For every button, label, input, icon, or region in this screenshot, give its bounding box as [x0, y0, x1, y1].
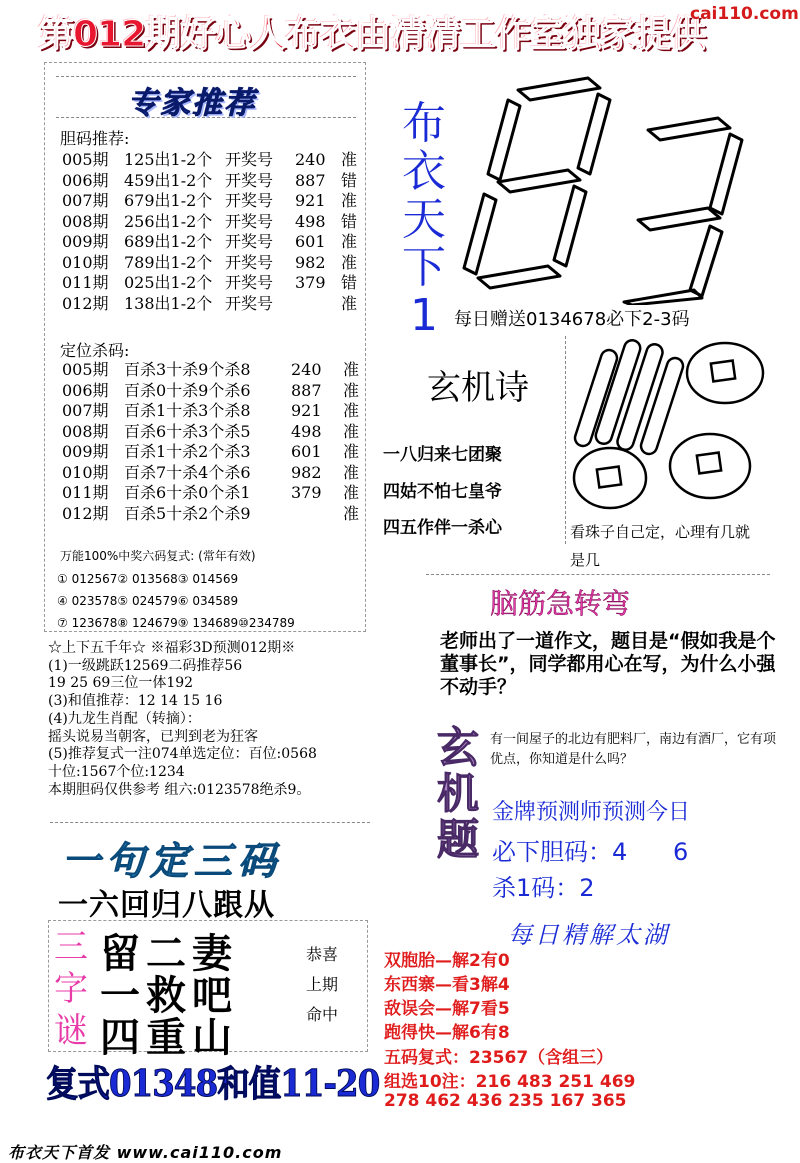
page-title: 第012期好心人布衣由清清工作室独家提供	[38, 14, 706, 55]
riddle-1: 留二妻	[100, 931, 238, 977]
result: 准	[341, 293, 358, 313]
result: 准	[343, 462, 360, 482]
draw-label: 开奖号	[225, 273, 274, 292]
poem-line-1: 一八归来七团聚	[383, 445, 502, 465]
result: 准	[343, 503, 360, 523]
butianxia-char: 下	[402, 242, 446, 293]
issue: 011期	[62, 273, 109, 292]
draw-label: 开奖号	[225, 170, 274, 190]
fortune-line: (5)推荐复式一注074单选定位：百位:0568	[48, 746, 317, 763]
draw-number: 240	[291, 360, 322, 379]
danma-row	[62, 253, 357, 274]
riddle-2: 一救吧	[100, 973, 238, 1019]
pick: 789出1-2个	[124, 252, 213, 272]
issue: 010期	[62, 462, 109, 482]
issue: 007期	[62, 191, 109, 210]
result: 准	[341, 232, 358, 251]
fortune-line: 摇头说易当朝客，已判到老为狂客	[48, 728, 258, 745]
fushi-list	[57, 568, 295, 634]
fushi-item: ⑧ 124679	[117, 616, 178, 630]
issue: 006期	[62, 380, 109, 400]
xuanji-title: 玄机诗	[427, 368, 529, 408]
draw-label: 开奖号	[225, 211, 274, 231]
taihu-line-2: 东西寨—看3解4	[384, 975, 510, 995]
coin-note: 看珠子自己定，心理有几就是几	[570, 523, 751, 569]
result: 准	[341, 150, 358, 169]
congrats-1: 恭喜	[306, 945, 339, 964]
sanzimi-char: 字	[54, 969, 88, 1009]
draw-label: 开奖号	[225, 232, 274, 251]
sanzimi-vertical	[48, 926, 94, 1052]
taihu-line-1: 双胞胎—解2有0	[384, 951, 510, 971]
dingwei-table	[62, 360, 359, 524]
draw-number: 379	[291, 483, 322, 502]
issue: 010期	[62, 252, 109, 272]
taihu-line-5: 五码复式：23567（含组三）	[384, 1048, 614, 1068]
xuanjiti-text: 有一间屋子的北边有肥料厂，南边有酒厂，它有项优点，你知道是什么吗？	[490, 732, 777, 767]
dingwei-row	[62, 381, 359, 402]
danma-row	[62, 191, 357, 212]
gold-line-2: 必下胆码：4 6	[492, 838, 689, 866]
draw-number: 887	[295, 170, 326, 190]
gold-line-3: 杀1码：2	[492, 874, 595, 902]
issue: 005期	[62, 150, 109, 169]
issue: 012期	[62, 503, 109, 523]
draw-number: 601	[295, 232, 326, 251]
result: 准	[341, 191, 358, 210]
dingwei-row	[62, 422, 359, 443]
dingwei-row	[62, 504, 359, 525]
pick: 百杀3十杀9个杀8	[124, 360, 251, 379]
danma-row	[62, 232, 357, 253]
fortune-line: (4)九龙生肖配（转摘）：	[48, 710, 201, 727]
draw-number: 921	[291, 401, 322, 420]
draw-number: 601	[291, 442, 322, 461]
taihu-line-4: 跑得快—解6有8	[384, 1023, 510, 1043]
expert-title: 专家推荐	[128, 86, 256, 121]
fushi-item: ① 012567	[57, 572, 118, 586]
issue: 009期	[62, 232, 109, 251]
fushi-item: ④ 023578	[57, 594, 118, 608]
butianxia-char: 衣	[402, 146, 446, 197]
result: 准	[343, 401, 360, 420]
danma-label: 胆码推荐:	[60, 129, 130, 148]
fortune-block	[48, 640, 388, 799]
dingwei-row	[62, 401, 359, 422]
congrats-3: 命中	[306, 1005, 339, 1024]
result: 准	[343, 483, 360, 502]
result: 准	[343, 442, 360, 461]
xuanjiti-char: 机	[436, 769, 479, 818]
issue: 005期	[62, 360, 109, 379]
pick: 459出1-2个	[124, 170, 213, 190]
xuanjiti-char: 玄	[436, 723, 479, 772]
naojin-text: 老师出了一道作文，题目是“假如我是个董事长”，同学都用心在写，为什么小强不动手？	[440, 630, 776, 698]
fortune-line: 十位:1567个位:1234	[48, 763, 185, 780]
riddle-3: 四重山	[100, 1015, 238, 1061]
sanzimi-char: 三	[54, 927, 88, 967]
fortune-line: (1)一级跳跃12569二码推荐56	[48, 657, 243, 674]
fushi-item: ⑥ 034589	[177, 594, 239, 608]
sanzimi-char: 谜	[54, 1011, 88, 1051]
pick: 百杀6十杀0个杀1	[124, 483, 251, 502]
taihu-line-6: 组选10注：216 483 251 469	[384, 1072, 636, 1092]
pick: 百杀7十杀4个杀6	[124, 462, 251, 482]
fushi-item: ⑤ 024579	[117, 594, 178, 608]
fushi-row	[57, 590, 295, 612]
butianxia-vertical	[396, 100, 452, 340]
dingwei-row	[62, 442, 359, 463]
pick: 256出1-2个	[124, 211, 213, 231]
issue: 012期	[62, 293, 109, 313]
footer-text[interactable]: 布衣天下首发 www.cai110.com	[8, 1143, 283, 1162]
fushi-item: ③ 014569	[177, 572, 239, 586]
pick: 138出1-2个	[124, 293, 213, 313]
fushi-item: ⑨ 134689	[177, 616, 239, 630]
draw-number: 921	[295, 191, 326, 210]
danma-row	[62, 150, 357, 171]
draw-number: 498	[291, 421, 322, 441]
site-logo[interactable]: cai110.com	[690, 4, 799, 24]
fushi-title: 万能100%中奖六码复式: (常年有效)	[60, 549, 256, 563]
draw-number: 240	[295, 150, 326, 169]
draw-number: 498	[295, 211, 326, 231]
draw-label: 开奖号	[225, 191, 274, 210]
fushi-item: ⑦ 123678	[57, 616, 118, 630]
issue: 009期	[62, 442, 109, 461]
pick: 679出1-2个	[124, 191, 213, 210]
draw-label: 开奖号	[225, 150, 274, 169]
result: 准	[343, 360, 360, 379]
draw-number: 379	[295, 273, 326, 292]
result: 准	[343, 421, 360, 441]
header-bar	[0, 0, 800, 56]
gold-line-1: 金牌预测师预测今日	[492, 800, 691, 825]
pick: 百杀1十杀2个杀3	[124, 442, 251, 461]
fortune-line: (3)和值推荐：12 14 15 16	[48, 693, 223, 710]
fushi-row	[57, 612, 295, 634]
fushi-item: ② 013568	[117, 572, 178, 586]
danma-row	[62, 171, 357, 192]
issue: 011期	[62, 483, 109, 502]
dingwei-row	[62, 360, 359, 381]
pick: 百杀6十杀3个杀5	[124, 421, 251, 441]
yiju-title: 一句定三码	[62, 839, 283, 883]
issue: 008期	[62, 211, 109, 231]
danma-row	[62, 212, 357, 233]
danma-row	[62, 273, 357, 294]
issue: 006期	[62, 170, 109, 190]
daily-gift: 每日赠送0134678必下2-3码	[454, 309, 690, 330]
dingwei-row	[62, 463, 359, 484]
naojin-title: 脑筋急转弯	[490, 587, 631, 620]
poem-line-3: 四五作伴一杀心	[383, 518, 502, 538]
result: 错	[341, 273, 358, 292]
draw-number: 982	[295, 252, 326, 272]
taihu-line-3: 敌误会—解7看5	[384, 999, 510, 1019]
butianxia-char: 天	[402, 194, 446, 245]
fortune-line: 本期胆码仅供参考 组六:0123578绝杀9。	[48, 781, 311, 798]
congrats-2: 上期	[306, 975, 339, 994]
pick: 百杀5十杀2个杀9	[124, 503, 251, 523]
result: 准	[343, 380, 360, 400]
fushi-row	[57, 568, 295, 590]
fortune-line: 19 25 69三位一体192	[48, 675, 194, 692]
yiju-line: 一六回归八跟从	[58, 888, 275, 923]
pick: 百杀0十杀9个杀6	[124, 380, 251, 400]
butianxia-char: 布	[402, 98, 446, 149]
coins-graphic	[570, 328, 770, 518]
dingwei-row	[62, 483, 359, 504]
draw-label: 开奖号	[225, 252, 274, 272]
fortune-line: ☆上下五千年☆ ※福彩3D预测012期※	[48, 640, 296, 656]
issue: 007期	[62, 401, 109, 420]
pick: 125出1-2个	[124, 150, 213, 169]
pick: 025出1-2个	[124, 273, 213, 292]
xuanjiti-char: 题	[436, 815, 479, 864]
danma-row	[62, 294, 357, 315]
poem-line-2: 四姑不怕七皇爷	[383, 482, 502, 502]
pick: 689出1-2个	[124, 232, 213, 251]
butianxia-char: 1	[410, 290, 438, 341]
dingwei-label: 定位杀码:	[60, 341, 130, 360]
fushi-bottom: 复式01348和值11-20	[46, 1063, 380, 1105]
big-digits-graphic	[448, 70, 778, 305]
draw-label: 开奖号	[225, 293, 274, 313]
issue: 008期	[62, 421, 109, 441]
result: 准	[341, 252, 358, 272]
xuanjiti-vertical	[430, 725, 486, 863]
result: 错	[341, 170, 358, 190]
draw-number: 982	[291, 462, 322, 482]
pick: 百杀1十杀3个杀8	[124, 401, 251, 420]
fushi-item: ⑩234789	[238, 616, 295, 630]
danma-table	[62, 150, 357, 314]
result: 错	[341, 211, 358, 231]
taihu-line-7: 278 462 436 235 167 365	[384, 1091, 627, 1111]
taihu-title: 每日精解太湖	[508, 921, 670, 949]
draw-number: 887	[291, 380, 322, 400]
